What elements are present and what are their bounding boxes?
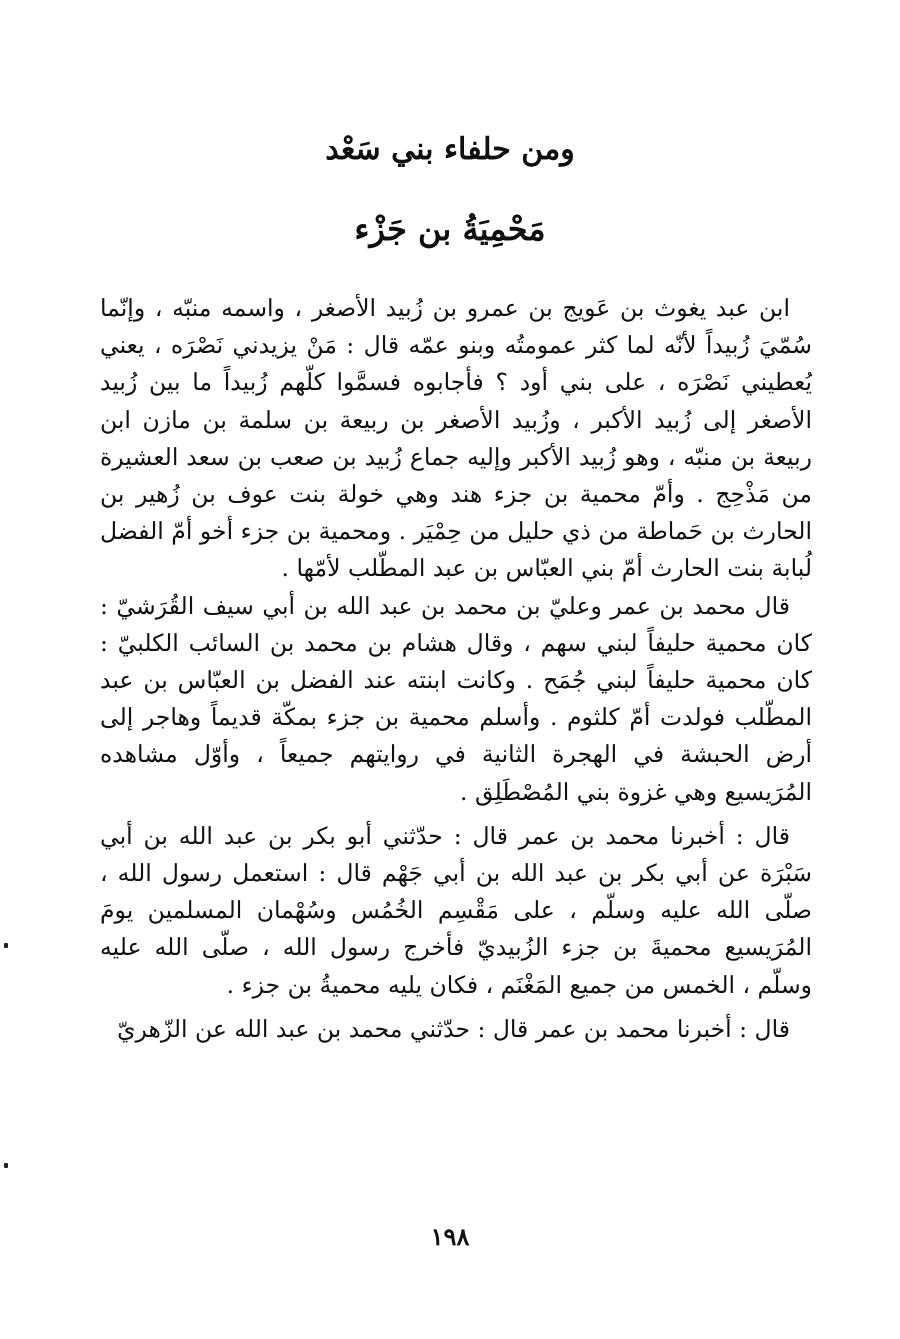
page-number: ١٩٨ xyxy=(430,1222,470,1251)
person-name-heading: مَحْمِيَةُ بن جَزْء xyxy=(354,210,546,248)
section-title: ومن حلفاء بني سَعْد xyxy=(325,132,575,167)
paragraph-3: قال : أخبرنا محمد بن عمر قال : حدّثني أبو بكر بن عبد الله بن أبي سَبْرَة عن أبي بكر بن عبد الله بن أبي جَهْم قال : استعمل رسول الله ، صلّى الله عليه وسلّم ، على مَقْسِم الخُمُس وسُهْمان المسلمين يومَ المُرَيسيع محميةَ بن جزء الزُبيديّ فأخرج رسول الله ، صلّى الله عليه وسلّم ، الخمس من جميع المَغْنَم ، فكان يليه محميةُ بن جزء . xyxy=(100,821,812,999)
paragraph-2: قال محمد بن عمر وعليّ بن محمد بن عبد الله بن أبي سيف القُرَشيّ : كان محمية حليفاً لبني سهم ، وقال هشام بن محمد بن السائب الكلبيّ : كان محمية حليفاً لبني جُمَح . وكانت ابنته عند الفضل بن العبّاس بن عبد المطّلب فولدت أمّ كلثوم . وأسلم محمية بن جزء بمكّة قديماً وهاجر إلى أرض الحبشة في الهجرة الثانية في روايتهم جميعاً ، وأوّل مشاهده المُرَيسيع وهي غزوة بني المُصْطَلِق . xyxy=(100,591,812,806)
paragraph-1: ابن عبد يغوث بن عَويج بن عمرو بن زُبيد الأصغر ، واسمه منبّه ، وإنّما سُمّيَ زُبيداً لأنّه لما كثر عمومتُه وبنو عمّه قال : مَنْ يزيدني نَصْرَه ، يعني يُعطيني نَصْرَه ، على بني أود ؟ فأجابوه فسمَّوا كلّهم زُبيداً ما بين زُبيد الأصغر إلى زُبيد الأكبر ، وزُبيد الأصغر بن ربيعة بن سلمة بن مازن ابن ربيعة بن منبّه ، وهو زُبيد الأكبر وإليه جماع زُبيد بن صعب بن سعد العشيرة من مَذْحِج . وأمّ محمية بن جزء هند وهي خولة بنت عوف بن زُهير بن الحارث بن حَماطة من ذي حليل من حِمْيَر . ومحمية بن جزء أخو أمّ الفضل لُبابة بنت الحارث أمّ بني العبّاس بن عبد المطّلب لأمّها . xyxy=(100,294,812,583)
paragraph-4: قال : أخبرنا محمد بن عمر قال : حدّثني محمد بن عبد الله عن الزّهريّ xyxy=(117,1014,790,1043)
margin-mark xyxy=(4,943,8,948)
margin-mark xyxy=(4,1163,8,1168)
body-text xyxy=(100,290,812,1048)
